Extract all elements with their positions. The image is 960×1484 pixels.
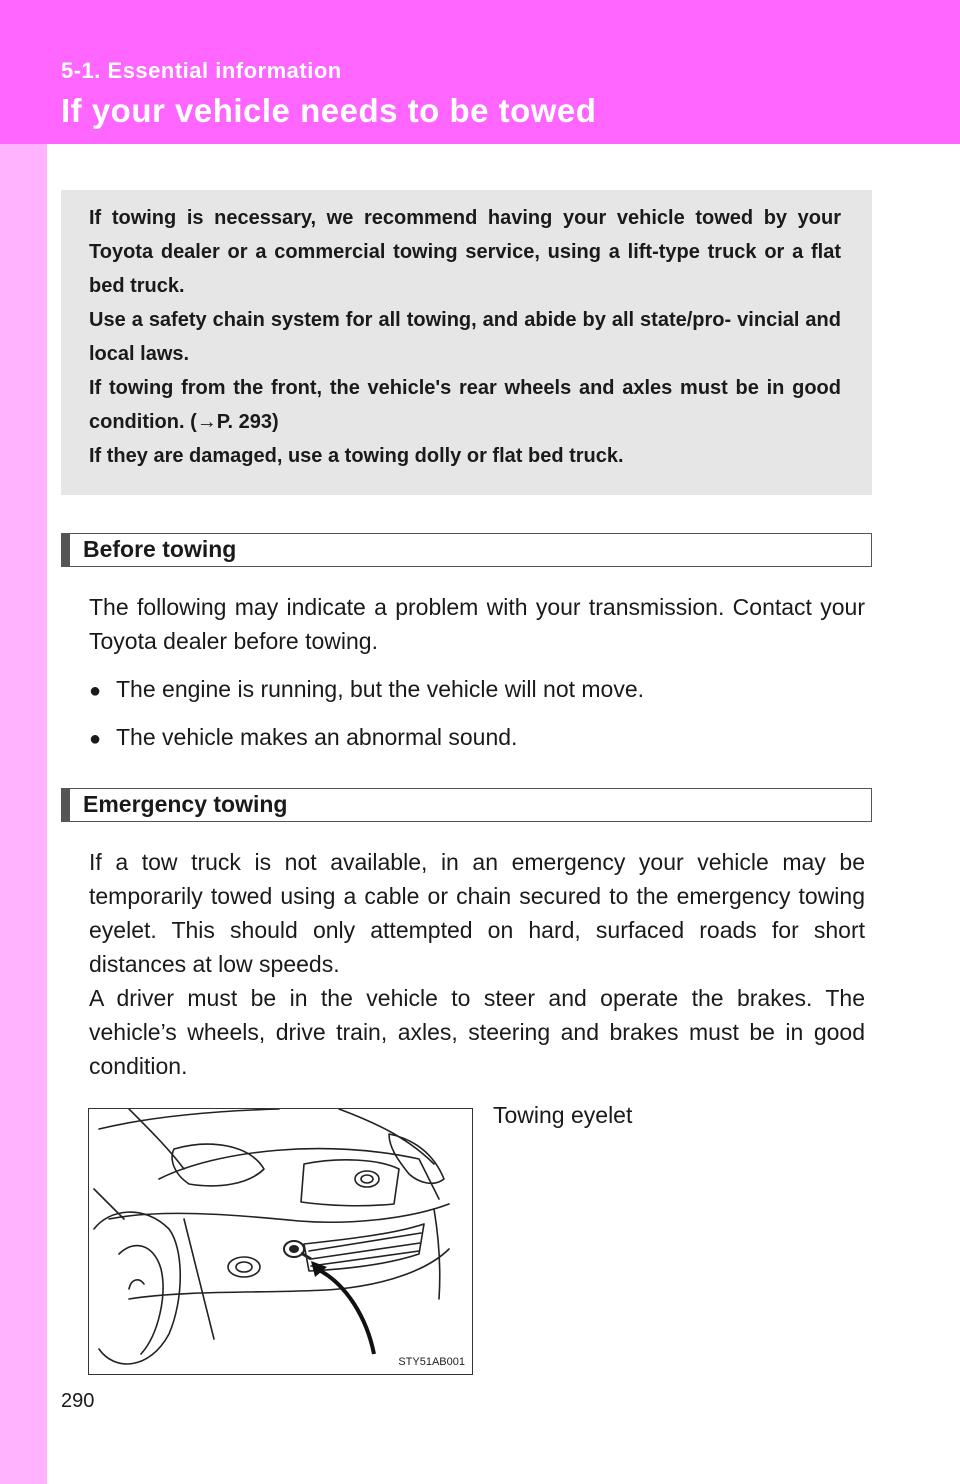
before-towing-header — [61, 533, 872, 567]
intro-paragraph: If towing from the front, the vehicle's rear wheels and axles must be in good condition. (→P. 293) — [89, 377, 841, 433]
bullet-text: The vehicle makes an abnormal sound. — [116, 724, 518, 750]
bullet-item — [89, 720, 517, 756]
car-front-illustration — [89, 1109, 472, 1374]
side-thumb-strip — [0, 144, 47, 1484]
page-number: 290 — [61, 1390, 95, 1412]
intro-paragraph: If they are damaged, use a towing dolly or flat bed truck. — [89, 445, 624, 467]
emergency-towing-heading: Emergency towing — [83, 791, 288, 817]
bullet-text: The engine is running, but the vehicle will not move. — [116, 676, 645, 702]
emergency-towing-text — [89, 845, 865, 1083]
bullet-item — [89, 672, 644, 708]
section-header-bar — [62, 534, 70, 566]
intro-paragraph: Use a safety chain system for all towing, and abide by all state/pro- vincial and local laws. — [89, 309, 841, 365]
intro-text — [89, 201, 841, 473]
figure-code: STY51AB001 — [398, 1356, 465, 1368]
bullet-dot-icon: ● — [89, 728, 102, 750]
section-header-bar — [62, 789, 70, 821]
callout-arrow-icon — [311, 1261, 374, 1354]
intro-paragraph: If towing is necessary, we recommend having your vehicle towed by your Toyota dealer or a commercial towing service, using a lift-type truck or a flat bed truck. — [89, 207, 841, 297]
towing-eyelet-figure — [88, 1108, 473, 1375]
before-towing-text — [89, 590, 865, 658]
intro-box — [61, 190, 872, 495]
emergency-towing-paragraph: If a tow truck is not available, in an emergency your vehicle may be temporarily towed using a cable or chain secured to the emergency towing eyelet. This should only attempted on hard, surfaced roads for short distances at low speeds. — [89, 849, 865, 977]
emergency-towing-header — [61, 788, 872, 822]
page-title: If your vehicle needs to be towed — [61, 92, 597, 129]
before-towing-heading: Before towing — [83, 536, 237, 562]
before-towing-paragraph: The following may indicate a problem with your transmission. Contact your Toyota dealer before towing. — [89, 594, 865, 654]
bullet-dot-icon: ● — [89, 680, 102, 702]
towing-eyelet-callout: Towing eyelet — [493, 1102, 633, 1128]
emergency-towing-paragraph: A driver must be in the vehicle to steer and operate the brakes. The vehicle’s wheels, drive train, axles, steering and brakes must be in good condition. — [89, 985, 865, 1079]
section-label: 5-1. Essential information — [61, 58, 342, 83]
